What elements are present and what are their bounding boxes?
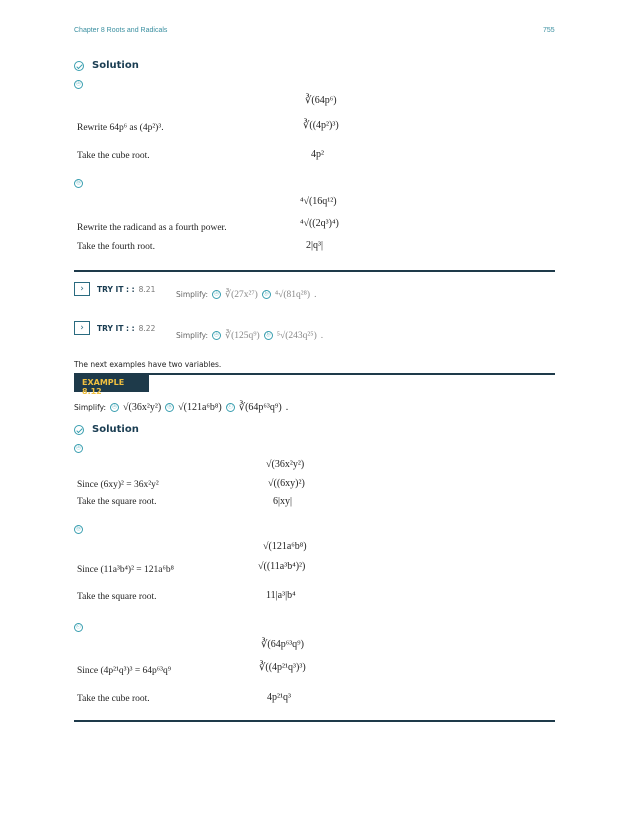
solution-heading [74,60,139,71]
tryit-problem [176,289,316,300]
chevron-right-icon: › [80,323,84,333]
part-c-step2-text: Take the cube root. [77,694,150,704]
part-b-step1-text: Since (11a³b⁴)² = 121a⁶b⁸ [77,565,174,575]
solution-heading [74,424,139,435]
part-a-badge: ⓐ [74,80,83,89]
example-part-c-expr: ∛(64p⁶³q⁹) [238,402,282,413]
tryit-number: 8.21 [138,285,156,294]
part-c-expr0: ∛(64p⁶³q⁹) [261,639,305,650]
simplify-label: Simplify: [176,290,209,299]
part-b-badge: ⓑ [74,525,83,534]
part-a-step2-math: 6|xy| [273,496,293,507]
part-a-step1-math: √((6xy)²) [268,478,305,489]
part-b-step2-text: Take the square root. [77,592,157,602]
part-a-step1-text: Since (6xy)² = 36x²y² [77,480,159,490]
example-bottom-rule [74,720,555,722]
chevron-right-icon: › [80,284,84,294]
example-part-b-badge: ⓑ [165,403,174,412]
part-b-step2-math: 11|a³|b⁴ [266,590,296,601]
solution-title: Solution [92,60,139,71]
chapter-title: Chapter 8 Roots and Radicals [74,27,168,34]
part-c-badge: ⓒ [74,623,83,632]
example-part-a-badge: ⓐ [110,403,119,412]
part-a-expr0: √(36x²y²) [266,459,305,470]
tryit-period: . [320,330,324,341]
part-b-step1-math: √((11a³b⁴)²) [258,561,306,572]
tryit-part-a-expr: ∛(27x²⁷) [225,290,258,300]
tryit-part-b-expr: ⁴√(81q²⁸) [274,289,311,300]
tryit-part-a-expr: ∛(125q⁹) [225,331,260,341]
simplify-label: Simplify: [74,403,107,412]
example-banner: EXAMPLE 8.12 [74,375,149,392]
example-problem [74,402,288,413]
part-b-expr0: ⁴√(16q¹²) [300,196,337,207]
part-b-step1-text: Rewrite the radicand as a fourth power. [77,223,227,233]
tryit-problem [176,330,323,341]
tryit-label: TRY IT : : [97,285,135,294]
part-a-step2-text: Take the cube root. [77,151,150,161]
tryit-period: . [314,289,317,300]
section-divider [74,270,555,272]
tryit-part-b-badge: ⓑ [264,331,273,340]
check-circle-icon [74,61,84,71]
part-b-badge: ⓑ [74,179,83,188]
part-a-step2-text: Take the square root. [77,497,157,507]
part-b-expr0: √(121a⁶b⁸) [263,541,307,552]
simplify-label: Simplify: [176,331,209,340]
example-part-a-expr: √(36x²y²) [123,402,162,413]
tryit-toggle-button[interactable] [74,282,90,296]
part-a-expr0: ∛(64p⁶) [305,95,337,106]
example-part-b-expr: √(121a⁶b⁸) [178,402,222,413]
tryit-part-b-badge: ⓑ [262,290,271,299]
part-c-step1-text: Since (4p²¹q³)³ = 64p⁶³q⁹ [77,666,172,676]
tryit-part-a-badge: ⓐ [212,331,221,340]
check-circle-icon [74,425,84,435]
part-a-step1-text: Rewrite 64p⁶ as (4p²)³. [77,123,164,133]
tryit-part-b-expr: ⁵√(243q²⁵) [276,330,317,341]
solution-title: Solution [92,424,139,435]
tryit-heading [97,324,155,333]
part-a-badge: ⓐ [74,444,83,453]
part-c-step2-math: 4p²¹q³ [267,692,291,703]
part-c-step1-math: ∛((4p²¹q³)³) [259,662,306,673]
example-period: . [285,402,289,413]
intro-paragraph: The next examples have two variables. [74,360,222,369]
tryit-part-a-badge: ⓐ [212,290,221,299]
tryit-number: 8.22 [138,324,156,333]
tryit-heading [97,285,155,294]
tryit-label: TRY IT : : [97,324,135,333]
part-b-step2-text: Take the fourth root. [77,242,155,252]
part-b-step2-math: 2|q³| [306,240,324,251]
page-number: 755 [543,27,555,34]
part-a-step2-math: 4p² [311,149,324,160]
tryit-toggle-button[interactable] [74,321,90,335]
example-part-c-badge: ⓒ [226,403,235,412]
part-b-step1-math: ⁴√((2q³)⁴) [300,218,339,229]
part-a-step1-math: ∛((4p²)³) [303,120,339,131]
